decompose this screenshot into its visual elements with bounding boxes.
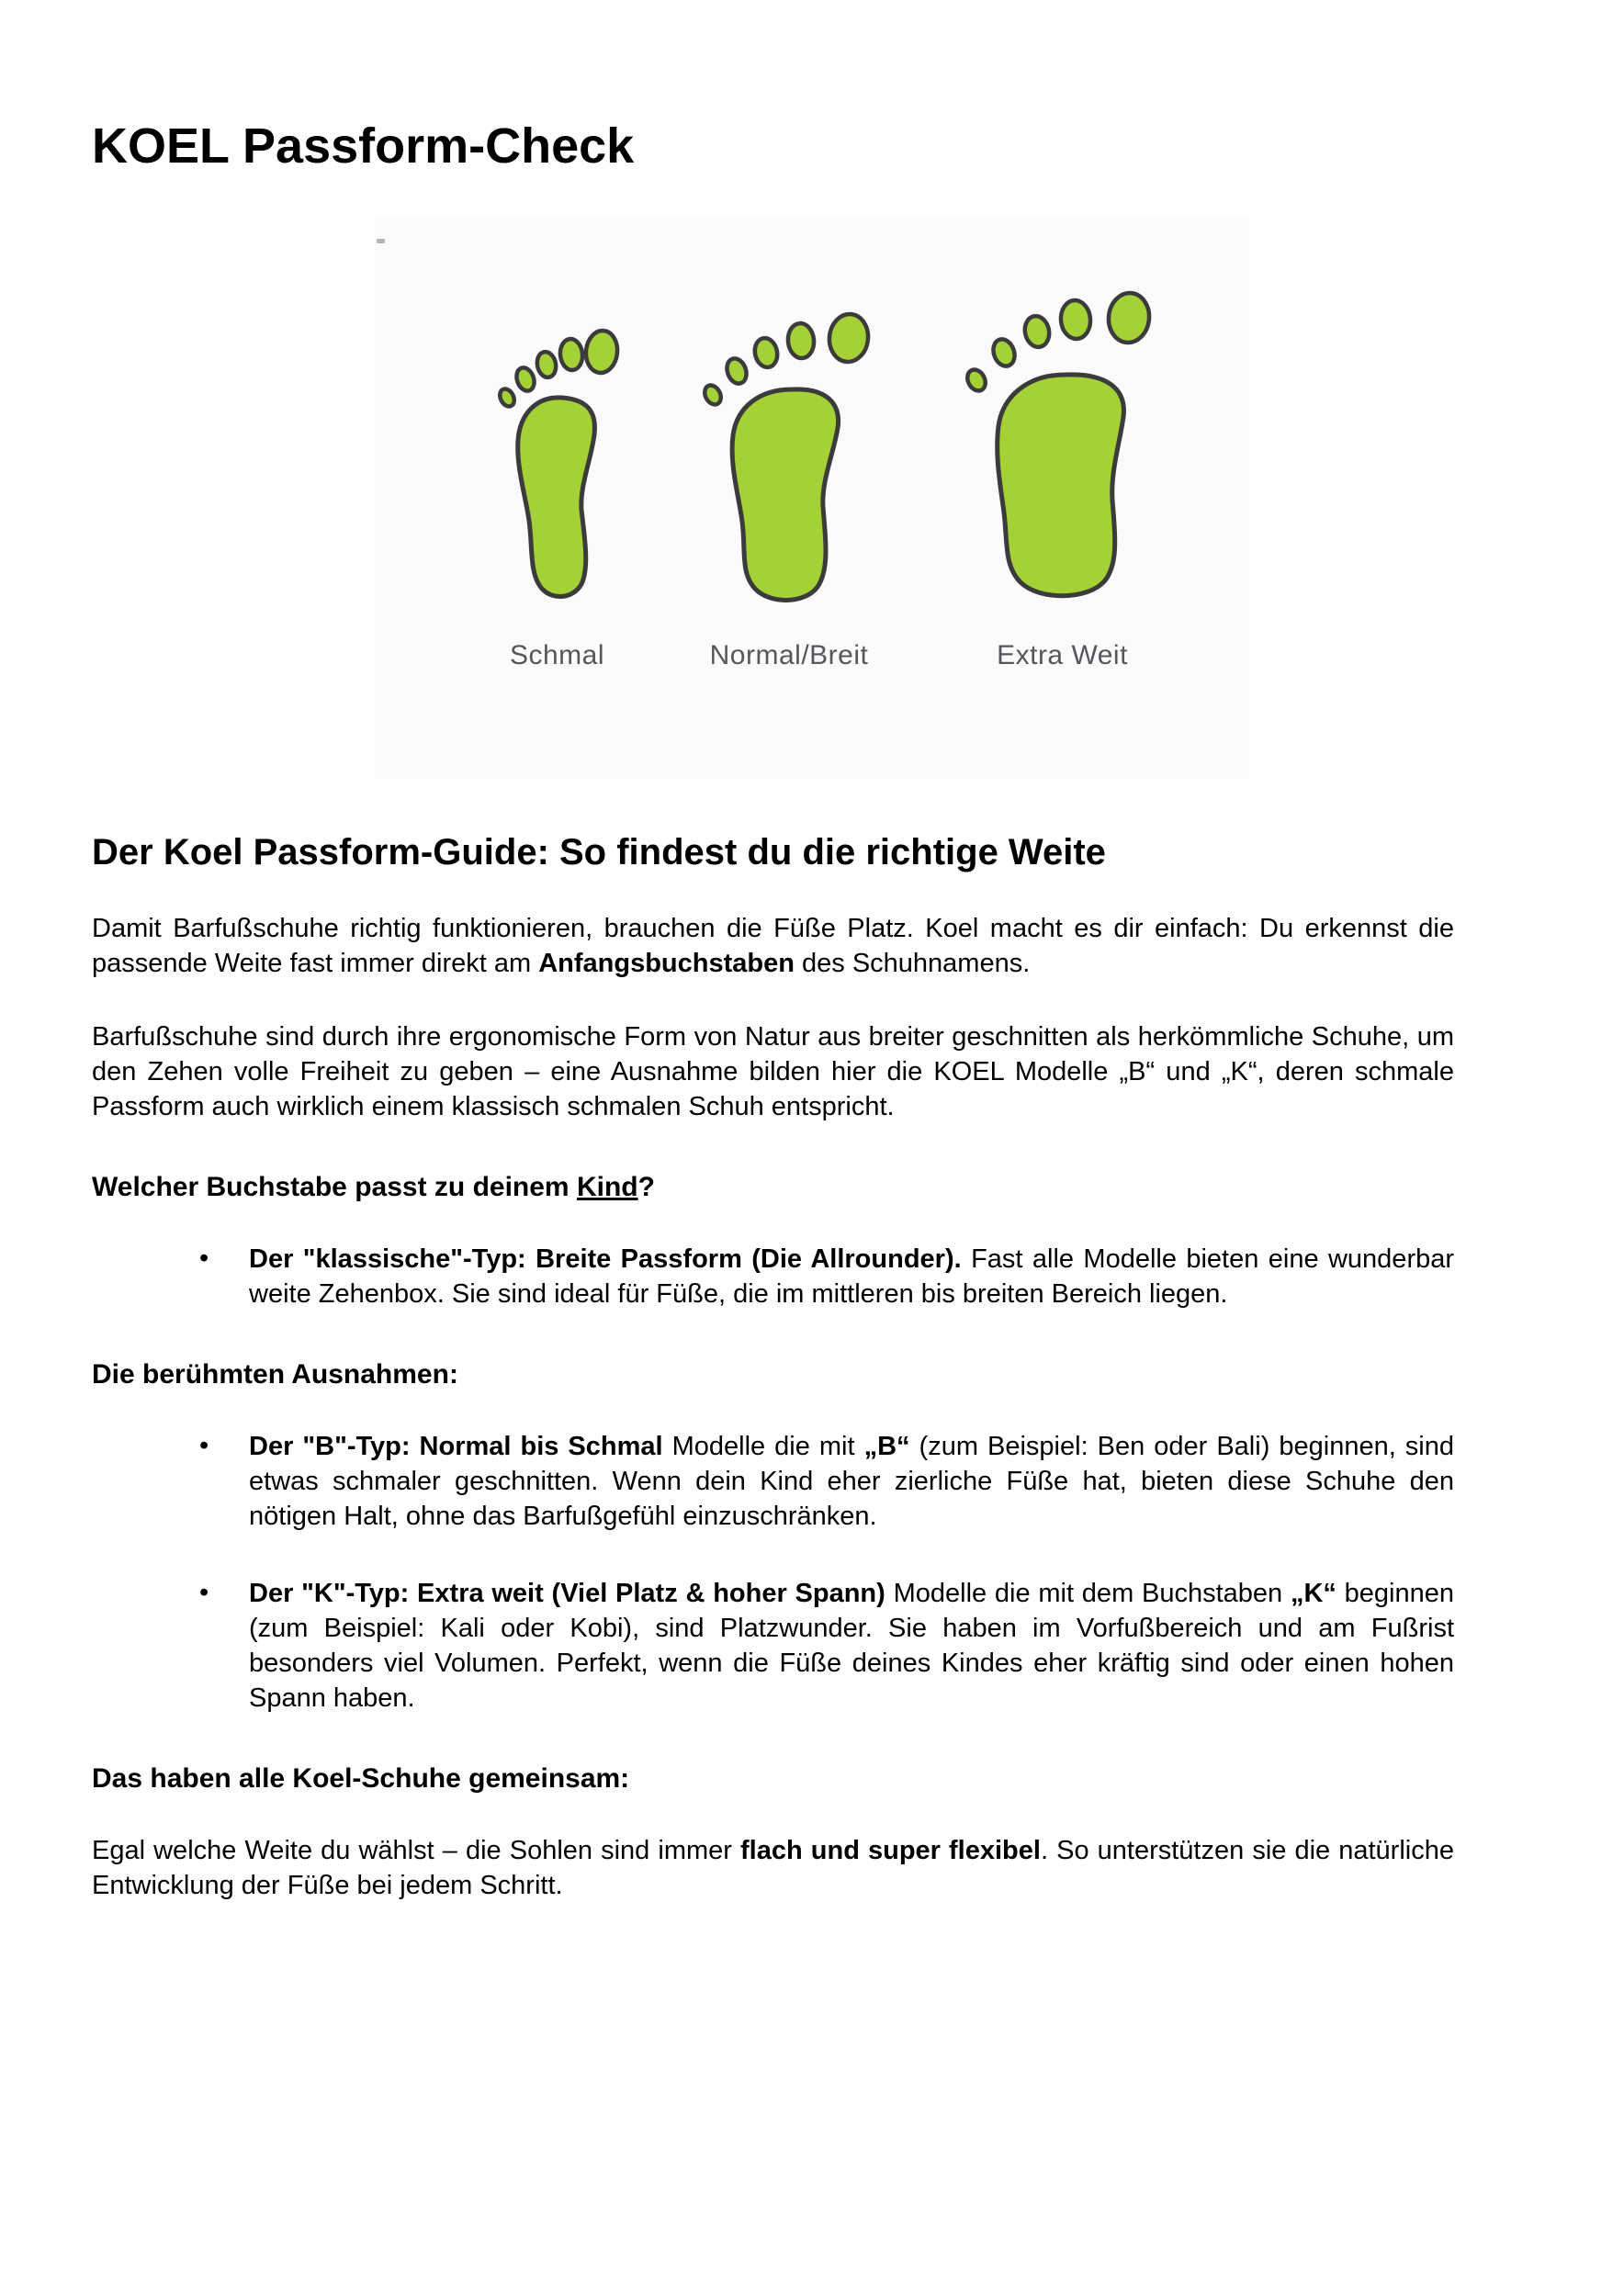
footprint-label: Extra Weit [997,640,1128,671]
footprint-label: Schmal [509,640,605,671]
extra-wide-footprint-graphic [953,281,1173,616]
paragraph-intro: Damit Barfußschuhe richtig funktionieren, brauchen die Füße Platz. Koel macht es dir einfach: Du erkennst die passende Weite fast immer direkt am Anfangsbuchstaben des Schuhnamens. [92,914,1454,979]
narrow-footprint-graphic [489,313,626,616]
width-comparison-figure [375,217,1249,779]
subheading-welcher-buchstabe: Welcher Buchstabe passt zu deinem Kind? [92,1172,655,1203]
paragraph-sohlen: Egal welche Weite du wählst – die Sohlen sind immer flach und super flexibel. So unterstützen sie die natürliche Entwicklung der Füße bei jedem Schritt. [92,1836,1454,1901]
subheading-ausnahmen: Die berühmten Ausnahmen: [92,1359,458,1390]
footprint-normal-breit [691,299,888,671]
list-item-k-typ [92,1576,1454,1716]
list-item-b-typ [92,1429,1454,1534]
normal-footprint-graphic [691,299,888,616]
bullet-icon: • [199,1244,209,1274]
list-item-text: Der "klassische"-Typ: Breite Passform (Die Allrounder). Fast alle Modelle bieten eine wunderbar weite Zehenbox. Sie sind ideal für Füße, die im mittleren bis breiten Bereich liegen. [249,1244,1455,1310]
document-content [92,118,1454,1903]
footprint-schmal [489,313,626,671]
footprint-extra-weit [953,281,1173,671]
footprint-label: Normal/Breit [709,640,869,671]
section-heading: Der Koel Passform-Guide: So findest du die richtige Weite [92,832,1106,873]
footprints-row [452,281,1173,671]
list-item-klassisch [92,1242,1454,1311]
image-artifact-dot [377,239,385,243]
list-item-text: Der "K"-Typ: Extra weit (Viel Platz & hoher Spann) Modelle die mit dem Buchstaben „K“ beginnen (zum Beispiel: Kali oder Kobi), sind Platzwunder. Sie haben im Vorfußbereich und am Fußrist besonders viel Volumen. Perfekt, wenn die Füße deines Kindes eher kräftig sind oder einen hohen Spann haben. [249,1579,1455,1714]
subheading-gemeinsam: Das haben alle Koel-Schuhe gemeinsam: [92,1763,630,1795]
sole [997,375,1123,596]
bullet-icon: • [199,1578,209,1608]
bullet-list-ausnahmen [92,1429,1454,1716]
bullet-icon: • [199,1431,209,1461]
sole [732,389,838,601]
bullet-list-allrounder [92,1242,1454,1311]
document-title: KOEL Passform-Check [92,118,635,174]
list-item-text: Der "B"-Typ: Normal bis Schmal Modelle die mit „B“ (zum Beispiel: Ben oder Bali) beginnen, sind etwas schmaler geschnitten. Wenn dein Kind eher zierliche Füße hat, bieten diese Schuhe den nötigen Halt, ohne das Barfußgefühl einzuschränken. [249,1432,1454,1532]
sole [517,398,594,597]
paragraph-ergonomic: Barfußschuhe sind durch ihre ergonomische Form von Natur aus breiter geschnitten als herkömmliche Schuhe, um den Zehen volle Freiheit zu geben – eine Ausnahme bilden hier die KOEL Modelle „B“ und „K“, deren schmale Passform auch wirklich einem klassisch schmalen Schuh entspricht. [92,1022,1454,1122]
